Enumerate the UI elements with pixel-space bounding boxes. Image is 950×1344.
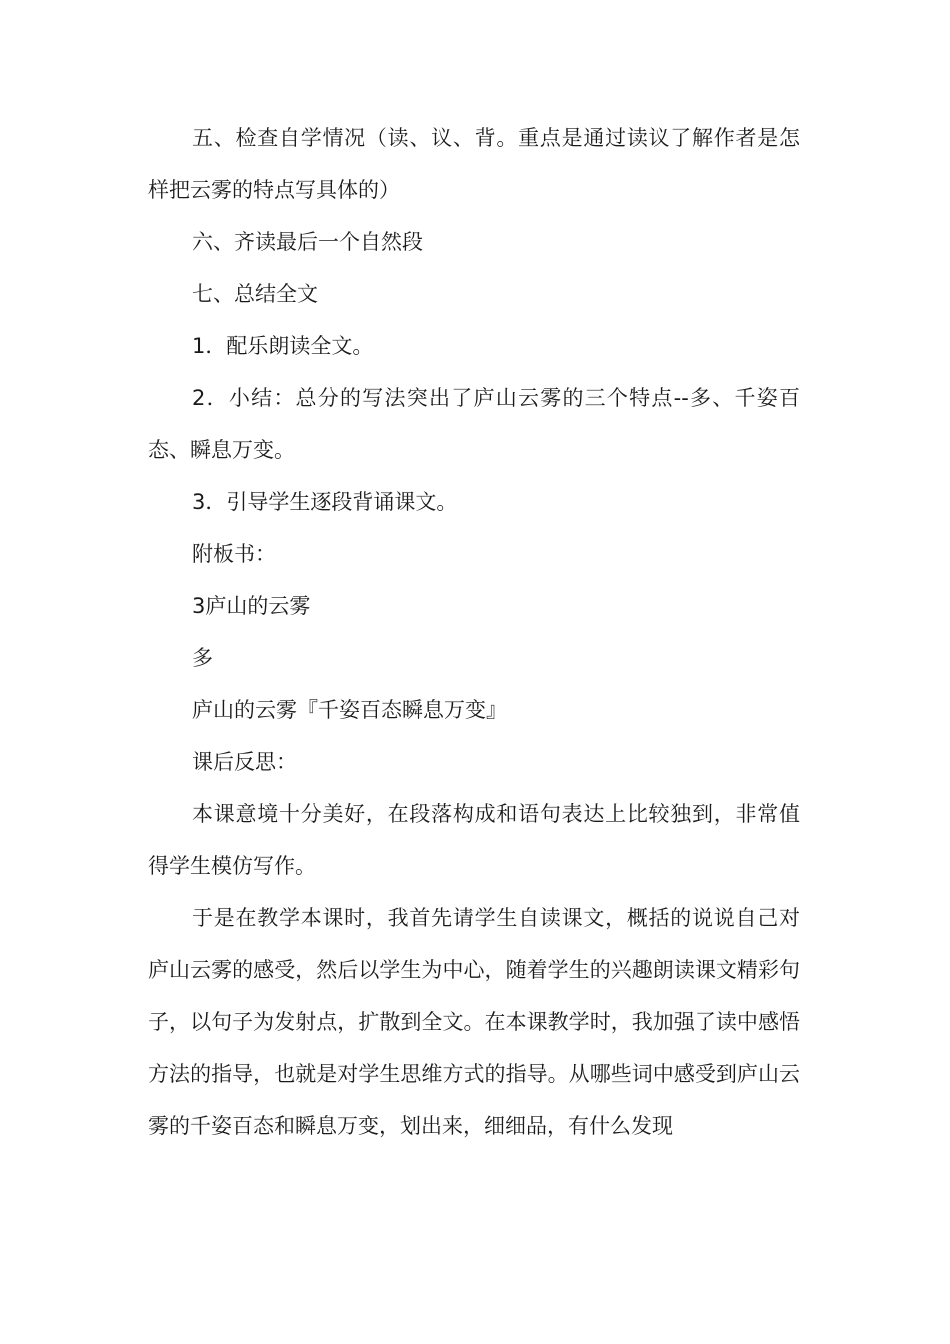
paragraph-board-features: 庐山的云雾『千姿百态瞬息万变』 [192, 698, 507, 722]
paragraph-reflection-heading: 课后反思： [192, 750, 297, 774]
paragraph-item-1: 1．配乐朗读全文。 [192, 334, 374, 358]
paragraph-step-five: 五、检查自学情况（读、议、背。重点是通过读议了解作者是怎样把云雾的特点写具体的） [148, 126, 800, 202]
paragraph-board-title: 3庐山的云雾 [192, 594, 311, 618]
paragraph-step-seven: 七、总结全文 [192, 282, 318, 306]
paragraph-board-many: 多 [192, 646, 213, 670]
paragraph-step-six: 六、齐读最后一个自然段 [192, 230, 423, 254]
document-body [148, 112, 800, 1152]
paragraph-item-3: 3．引导学生逐段背诵课文。 [192, 490, 458, 514]
paragraph-board-heading: 附板书： [192, 542, 276, 566]
paragraph-reflection-1: 本课意境十分美好，在段落构成和语句表达上比较独到，非常值得学生模仿写作。 [148, 802, 800, 878]
paragraph-reflection-2: 于是在教学本课时，我首先请学生自读课文，概括的说说自己对庐山云雾的感受，然后以学生为中心，随着学生的兴趣朗读课文精彩句子，以句子为发射点，扩散到全文。在本课教学时，我加强了读中感悟方法的指导，也就是对学生思维方式的指导。从哪些词中感受到庐山云雾的千姿百态和瞬息万变，划出来，细细品，有什么发现 [148, 906, 800, 1138]
paragraph-item-2: 2．小结：总分的写法突出了庐山云雾的三个特点--多、千姿百态、瞬息万变。 [148, 386, 800, 462]
